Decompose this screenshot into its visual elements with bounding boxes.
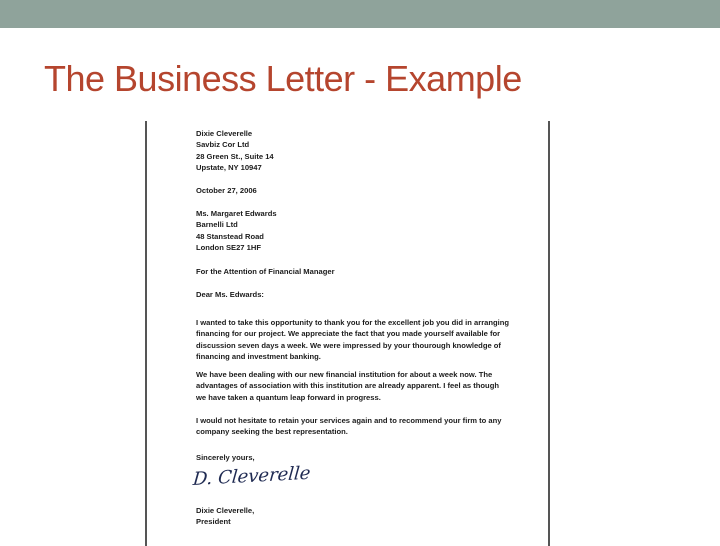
paragraph-line: advantages of association with this institution are already apparent. I feel as though <box>196 381 499 391</box>
paragraph-line: discussion seven days a week. We were impressed by your thourough knowledge of <box>196 340 501 350</box>
sender-line: Savbiz Cor Ltd <box>196 140 250 150</box>
letter-page <box>145 121 550 546</box>
attention-line: For the Attention of Financial Manager <box>196 267 335 276</box>
signer-title: President <box>196 517 231 527</box>
recipient-line: 48 Stanstead Road <box>196 231 264 241</box>
sender-line: 28 Green St., Suite 14 <box>196 151 274 161</box>
recipient-address <box>196 208 277 254</box>
slide-title: The Business Letter - Example <box>44 58 522 99</box>
sender-address <box>196 128 274 174</box>
sender-line: Dixie Cleverelle <box>196 129 253 138</box>
recipient-line: London SE27 1HF <box>196 243 261 253</box>
paragraph-line: I wanted to take this opportunity to thank you for the excellent job you did in arranging <box>196 318 510 327</box>
closing: Sincerely yours, <box>196 453 255 462</box>
signer-block <box>196 505 254 528</box>
recipient-line: Ms. Margaret Edwards <box>196 209 277 218</box>
paragraph-line: financing and investment banking. <box>196 352 321 362</box>
paragraph-2 <box>196 369 499 403</box>
paragraph-line: We have been dealing with our new financial institution for about a week now. The <box>196 370 493 379</box>
paragraph-line: we have taken a quantum leap forward in progress. <box>196 392 381 402</box>
paragraph-1 <box>196 317 509 363</box>
salutation: Dear Ms. Edwards: <box>196 290 264 299</box>
top-accent-bar <box>0 0 720 28</box>
paragraph-line: financing for our project. We appreciate the fact that you made yourself available for <box>196 329 501 339</box>
paragraph-line: company seeking the best representation. <box>196 427 348 437</box>
sender-line: Upstate, NY 10947 <box>196 163 262 173</box>
paragraph-line: I would not hesitate to retain your services again and to recommend your firm to any <box>196 416 502 425</box>
letter-date: October 27, 2006 <box>196 186 257 195</box>
recipient-line: Barnelli Ltd <box>196 220 238 230</box>
paragraph-3 <box>196 415 502 438</box>
signer-name: Dixie Cleverelle, <box>196 506 255 515</box>
handwritten-signature: D. Cleverelle <box>192 462 312 490</box>
